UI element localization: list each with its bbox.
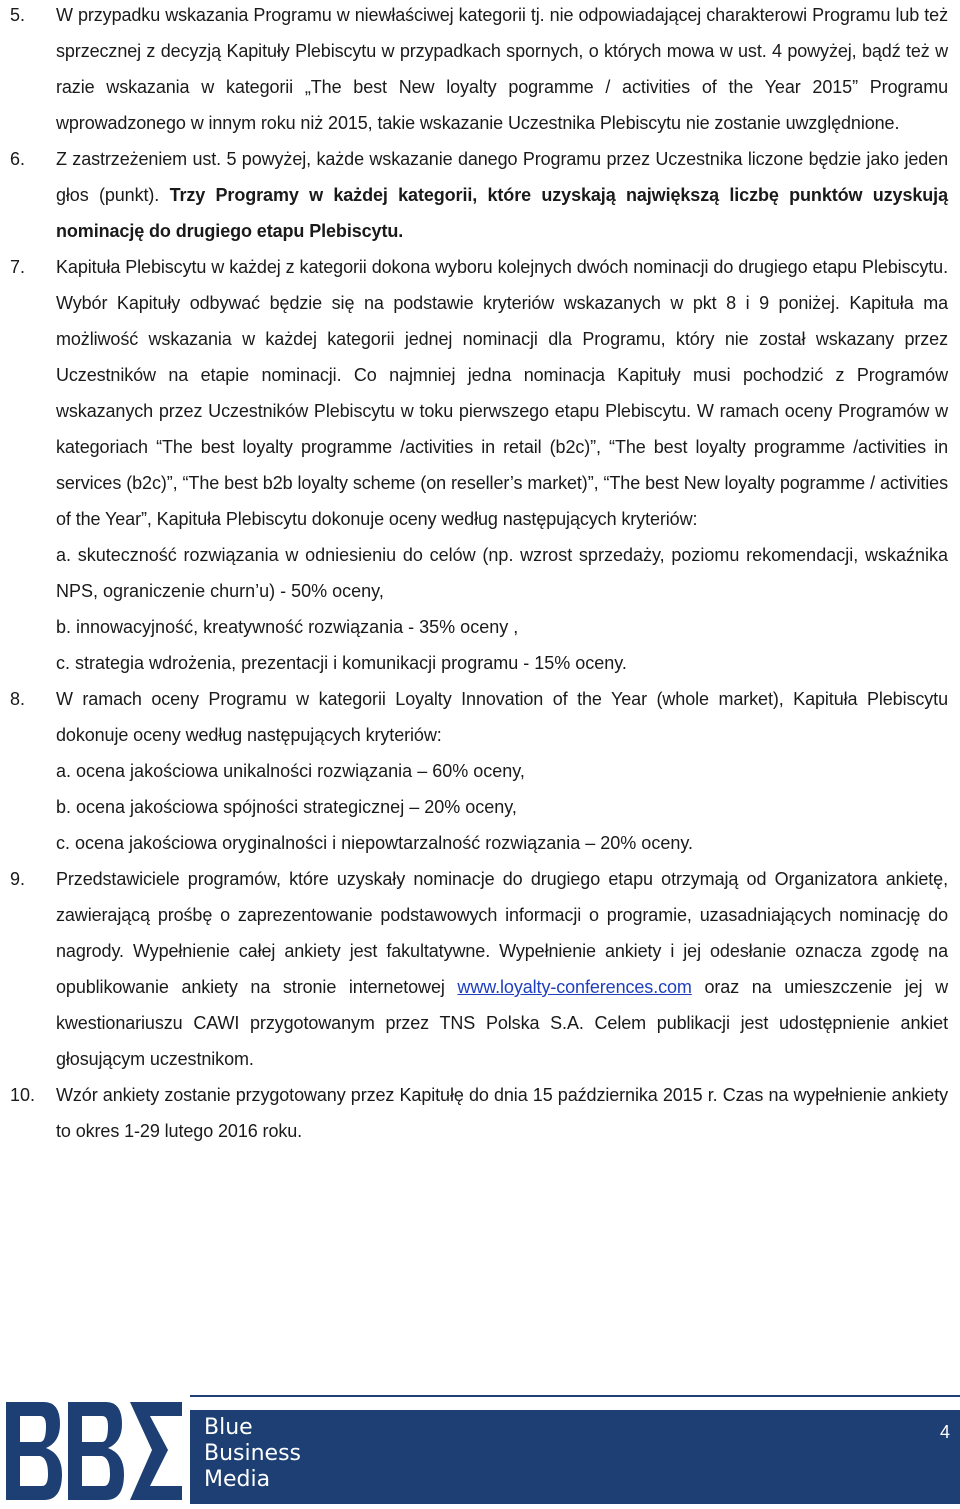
item-text-bold: Trzy Programy w każdej kategorii, które uzyskają największą liczbę punktów uzyskują nominację do drugiego etapu Plebiscytu. <box>56 185 948 241</box>
criterion-c: c. ocena jakościowa oryginalności i niepowtarzalność rozwiązania – 20% oceny. <box>56 833 694 853</box>
logo-line-media: Media <box>204 1467 271 1492</box>
bbm-logo-text <box>190 1410 320 1504</box>
logo-line-blue: Blue <box>204 1415 253 1440</box>
criterion-b: b. innowacyjność, kreatywność rozwiązania - 35% oceny , <box>56 617 519 637</box>
criterion-c: c. strategia wdrożenia, prezentacji i komunikacji programu - 15% oceny. <box>56 653 627 673</box>
list-item-6 <box>0 141 960 249</box>
list-item-9 <box>0 861 960 1077</box>
item-text-after-link: oraz na umieszczenie jej w kwestionariuszu CAWI przygotowanym przez TNS Polska S.A. Celem publikacji jest udostępnienie ankiet głosującym uczestnikom. <box>56 977 949 1069</box>
item-text <box>56 141 948 249</box>
bbm-monogram-icon <box>0 1398 186 1504</box>
list-item-5 <box>0 0 960 141</box>
item-number: 7. <box>10 257 26 277</box>
page-number: 4 <box>939 1422 950 1442</box>
criterion-a: a. skuteczność rozwiązania w odniesieniu do celów (np. wzrost sprzedaży, poziomu rekomendacji, wskaźnika NPS, ograniczenie churn’u) - 50% oceny, <box>56 545 948 601</box>
list-item-10 <box>0 1077 960 1149</box>
bbm-logo-mark <box>0 1398 186 1504</box>
footer-divider <box>190 1395 960 1397</box>
item-number: 6. <box>10 149 26 169</box>
item-text: Wzór ankiety zostanie przygotowany przez Kapitułę do dnia 15 października 2015 r. Czas na wypełnienie ankiety to okres 1-29 lutego 2016 roku. <box>56 1085 948 1141</box>
item-text-regular: Z zastrzeżeniem ust. 5 powyżej, każde wskazanie danego Programu przez Uczestnika liczone będzie jako jeden głos (punkt). <box>56 149 948 205</box>
item-text <box>56 861 948 1077</box>
item-text: W ramach oceny Programu w kategorii Loyalty Innovation of the Year (whole market), Kapituła Plebiscytu dokonuje oceny według następujących kryteriów: <box>56 689 948 745</box>
list-item-7 <box>0 249 960 681</box>
item-text-before-link: Przedstawiciele programów, które uzyskały nominacje do drugiego etapu otrzymają od Organizatora ankietę, zawierającą prośbę o zaprezentowanie podstawowych informacji o programie, uzasadniających nominację do nagrody. Wypełnienie całej ankiety jest fakultatywne. Wypełnienie ankiety i jej odesłanie oznacza zgodę na opublikowanie ankiety na stronie internetowej <box>56 869 948 997</box>
item-number: 8. <box>10 689 26 709</box>
criterion-b: b. ocena jakościowa spójności strategicznej – 20% oceny, <box>56 797 517 817</box>
item-number: 5. <box>10 5 26 25</box>
item-text: Kapituła Plebiscytu w każdej z kategorii dokona wyboru kolejnych dwóch nominacji do drugiego etapu Plebiscytu. Wybór Kapituły odbywać będzie się na podstawie kryteriów wskazanych w pkt 8 i 9 poniżej. Kapituła ma możliwość wskazania w każdej kategorii jednej nominacji dla Programu, który nie został wskazany przez Uczestników na etapie nominacji. Co najmniej jedna nominacja Kapituły musi pochodzić z Programów wskazanych przez Uczestników Plebiscytu w toku pierwszego etapu Plebiscytu. W ramach oceny Programów w kategoriach “The best loyalty programme /activities in retail (b2c)”, “The best loyalty programme /activities in services (b2c)”, “The best b2b loyalty scheme (on reseller’s market)”, “The best New loyalty pogramme / activities of the Year”, Kapituła Plebiscytu dokonuje oceny według następujących kryteriów: <box>56 257 948 529</box>
logo-line-business: Business <box>204 1441 302 1466</box>
criterion-a: a. ocena jakościowa unikalności rozwiązania – 60% oceny, <box>56 761 525 781</box>
website-link[interactable]: www.loyalty-conferences.com <box>457 977 692 997</box>
page-footer <box>0 1395 960 1506</box>
item-number: 9. <box>10 869 26 889</box>
item-text: W przypadku wskazania Programu w niewłaściwej kategorii tj. nie odpowiadającej charakterowi Programu lub też sprzecznej z decyzją Kapituły Plebiscytu w przypadkach spornych, o których mowa w ust. 4 powyżej, bądź też w razie wskazania w kategorii „The best New loyalty pogramme / activities of the Year 2015” Programu wprowadzonego w innym roku niż 2015, takie wskazanie Uczestnika Plebiscytu nie zostanie uwzględnione. <box>56 5 948 133</box>
footer-band <box>320 1410 960 1504</box>
list-item-8 <box>0 681 960 861</box>
item-number: 10. <box>10 1085 36 1105</box>
